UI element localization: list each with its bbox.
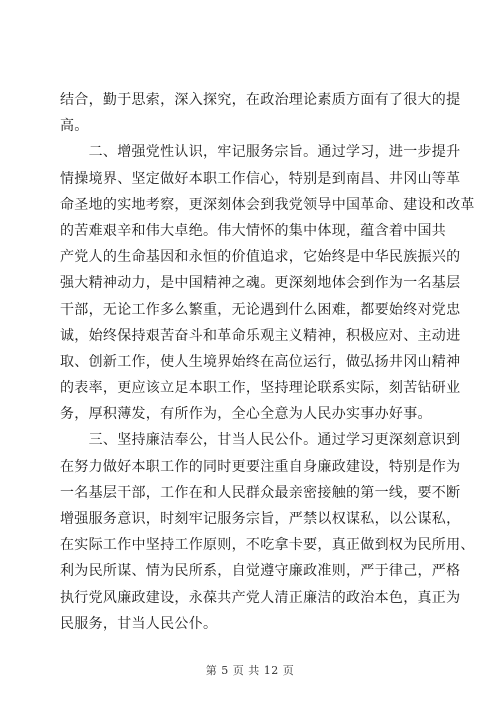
text-line: 取、创新工作，使人生境界始终在高位运行，做弘扬井冈山精神 xyxy=(60,353,461,370)
document-body xyxy=(60,87,475,637)
page-number-footer: 第 5 页 共 12 页 xyxy=(205,664,295,677)
text-line: 务，厚积薄发，有所作为，全心全意为人民办实事办好事。 xyxy=(60,406,432,423)
section-two-heading-line: 二、增强党性认识，牢记服务宗旨。通过学习，进一步提升 xyxy=(60,144,461,161)
text-line: 情操境界、坚定做好本职工作信心，特别是到南昌、井冈山等革 xyxy=(60,170,461,187)
text-line: 强大精神动力，是中国精神之魂。更深刻地体会到作为一名基层 xyxy=(60,275,461,292)
text-line: 一名基层干部，工作在和人民群众最亲密接触的第一线，要不断 xyxy=(60,484,461,501)
text-line: 命圣地的实地考察，更深刻体会到我党领导中国革命、建设和改革 xyxy=(60,196,475,213)
text-line: 执行党风廉政建设，永葆共产党人清正廉洁的政治本色，真正为 xyxy=(60,589,461,606)
text-line: 在努力做好本职工作的同时更要注重自身廉政建设，特别是作为 xyxy=(60,458,461,475)
text-line: 干部，无论工作多么繁重，无论遇到什么困难，都要始终对党忠 xyxy=(60,301,461,318)
text-line: 诚，始终保持艰苦奋斗和革命乐观主义精神，积极应对、主动进 xyxy=(60,327,461,344)
text-line: 民服务，甘当人民公仆。 xyxy=(60,615,218,632)
section-three-heading-line: 三、坚持廉洁奉公，甘当人民公仆。通过学习更深刻意识到 xyxy=(60,432,461,449)
text-line: 利为民所谋、情为民所系，自觉遵守廉政准则，严于律己，严格 xyxy=(60,563,461,580)
text-line: 的表率，更应该立足本职工作，坚持理论联系实际，刻苦钻研业 xyxy=(60,380,461,397)
text-line: 产党人的生命基因和永恒的价值追求，它始终是中华民族振兴的 xyxy=(60,249,461,266)
text-line: 高。 xyxy=(60,118,89,135)
text-line: 在实际工作中坚持工作原则，不吃拿卡要，真正做到权为民所用、 xyxy=(60,537,475,554)
text-line: 增强服务意识，时刻牢记服务宗旨，严禁以权谋私，以公谋私， xyxy=(60,511,461,527)
text-line: 结合，勤于思索，深入探究，在政治理论素质方面有了很大的提 xyxy=(60,92,461,108)
text-line: 的苦难艰辛和伟大卓绝。伟大情怀的集中体现，蕴含着中国共 xyxy=(60,222,447,239)
